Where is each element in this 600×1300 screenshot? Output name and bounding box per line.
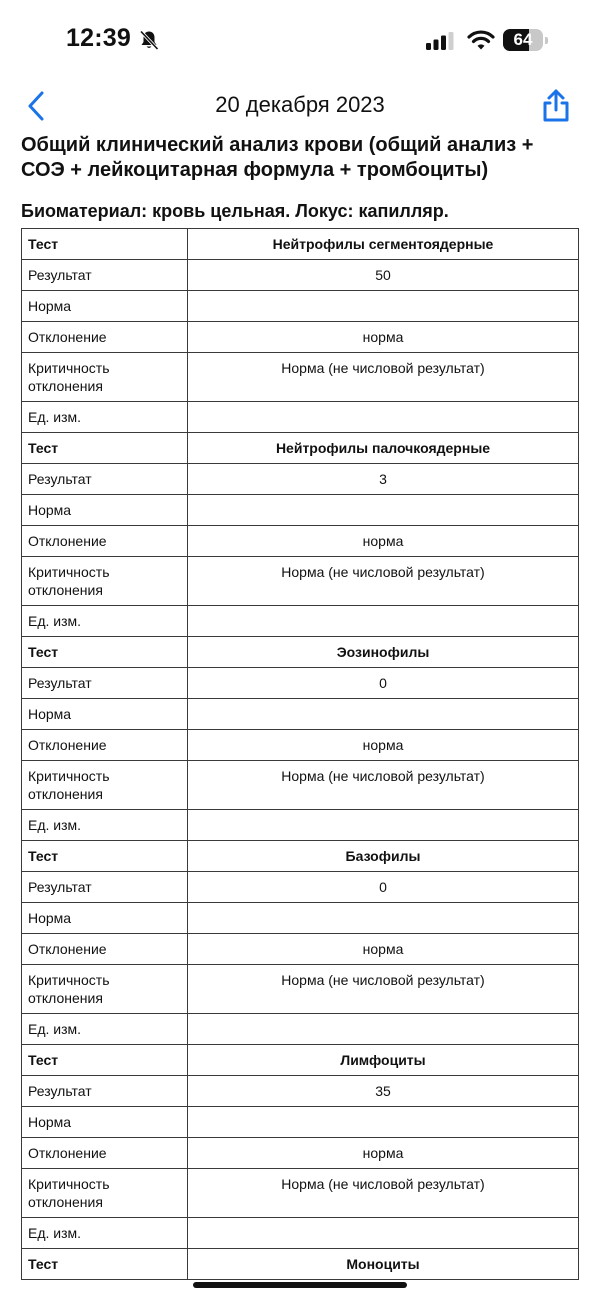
battery-tip [545, 37, 548, 44]
status-time: 12:39 [66, 24, 131, 52]
share-icon [538, 87, 574, 125]
page-title: 20 декабря 2023 [215, 92, 385, 117]
result-value: 3 [188, 464, 579, 495]
criticality-value: Норма (не числовой результат) [188, 761, 579, 810]
unit-label: Ед. изм. [22, 1218, 188, 1249]
result-value: 0 [188, 872, 579, 903]
norm-label: Норма [22, 903, 188, 934]
criticality-label: Критичность отклонения [22, 1169, 188, 1218]
unit-value [188, 1014, 579, 1045]
unit-label: Ед. изм. [22, 402, 188, 433]
unit-value [188, 1218, 579, 1249]
result-label: Результат [22, 668, 188, 699]
cellular-signal-icon [426, 31, 456, 51]
norm-row [22, 291, 579, 322]
deviation-value: норма [188, 1138, 579, 1169]
deviation-label: Отклонение [22, 1138, 188, 1169]
unit-value [188, 606, 579, 637]
deviation-label: Отклонение [22, 730, 188, 761]
test-name-label: Тест [22, 841, 188, 872]
deviation-value: норма [188, 934, 579, 965]
deviation-row [22, 526, 579, 557]
unit-label: Ед. изм. [22, 1014, 188, 1045]
norm-value [188, 495, 579, 526]
results-table [21, 228, 579, 1280]
deviation-value: норма [188, 730, 579, 761]
unit-label: Ед. изм. [22, 606, 188, 637]
share-button[interactable] [538, 87, 574, 125]
criticality-row [22, 1169, 579, 1218]
unit-value [188, 402, 579, 433]
battery-body [503, 29, 543, 51]
norm-value [188, 291, 579, 322]
test-name-value: Нейтрофилы сегментоядерные [188, 229, 579, 260]
test-name-label: Тест [22, 1045, 188, 1076]
criticality-value: Норма (не числовой результат) [188, 965, 579, 1014]
unit-row [22, 402, 579, 433]
unit-label: Ед. изм. [22, 810, 188, 841]
criticality-label: Критичность отклонения [22, 557, 188, 606]
result-value: 50 [188, 260, 579, 291]
norm-value [188, 1107, 579, 1138]
test-name-row [22, 1045, 579, 1076]
wifi-icon [467, 29, 495, 51]
unit-value [188, 810, 579, 841]
criticality-value: Норма (не числовой результат) [188, 353, 579, 402]
result-label: Результат [22, 260, 188, 291]
norm-row [22, 903, 579, 934]
test-name-label: Тест [22, 229, 188, 260]
result-label: Результат [22, 872, 188, 903]
battery-indicator [503, 29, 549, 51]
criticality-row [22, 353, 579, 402]
deviation-row [22, 934, 579, 965]
result-row [22, 260, 579, 291]
norm-label: Норма [22, 699, 188, 730]
norm-label: Норма [22, 291, 188, 322]
deviation-label: Отклонение [22, 934, 188, 965]
result-row [22, 872, 579, 903]
biomaterial-info: Биоматериал: кровь цельная. Локус: капилляр. [21, 201, 449, 221]
result-label: Результат [22, 464, 188, 495]
deviation-label: Отклонение [22, 322, 188, 353]
test-name-value: Моноциты [188, 1249, 579, 1280]
unit-row [22, 606, 579, 637]
criticality-label: Критичность отклонения [22, 761, 188, 810]
result-value: 0 [188, 668, 579, 699]
result-label: Результат [22, 1076, 188, 1107]
test-name-value: Нейтрофилы палочкоядерные [188, 433, 579, 464]
criticality-label: Критичность отклонения [22, 353, 188, 402]
test-name-label: Тест [22, 433, 188, 464]
norm-value [188, 903, 579, 934]
deviation-row [22, 730, 579, 761]
navigation-bar [0, 82, 600, 130]
criticality-value: Норма (не числовой результат) [188, 1169, 579, 1218]
test-name-value: Эозинофилы [188, 637, 579, 668]
deviation-label: Отклонение [22, 526, 188, 557]
test-name-row [22, 433, 579, 464]
norm-row [22, 1107, 579, 1138]
criticality-row [22, 557, 579, 606]
test-name-row [22, 1249, 579, 1280]
deviation-row [22, 322, 579, 353]
norm-row [22, 495, 579, 526]
result-row [22, 1076, 579, 1107]
unit-row [22, 810, 579, 841]
criticality-value: Норма (не числовой результат) [188, 557, 579, 606]
criticality-row [22, 965, 579, 1014]
result-row [22, 668, 579, 699]
document-title: Общий клинический анализ крови (общий анализ + СОЭ + лейкоцитарная формула + тромбоциты) [21, 134, 534, 181]
status-bar [0, 0, 600, 80]
norm-value [188, 699, 579, 730]
home-indicator[interactable] [193, 1282, 407, 1288]
deviation-value: норма [188, 322, 579, 353]
norm-label: Норма [22, 495, 188, 526]
test-name-label: Тест [22, 637, 188, 668]
criticality-row [22, 761, 579, 810]
norm-row [22, 699, 579, 730]
test-name-label: Тест [22, 1249, 188, 1280]
test-name-value: Лимфоциты [188, 1045, 579, 1076]
test-name-row [22, 841, 579, 872]
test-name-row [22, 229, 579, 260]
unit-row [22, 1218, 579, 1249]
deviation-value: норма [188, 526, 579, 557]
result-value: 35 [188, 1076, 579, 1107]
result-row [22, 464, 579, 495]
test-name-value: Базофилы [188, 841, 579, 872]
norm-label: Норма [22, 1107, 188, 1138]
criticality-label: Критичность отклонения [22, 965, 188, 1014]
deviation-row [22, 1138, 579, 1169]
unit-row [22, 1014, 579, 1045]
bell-slash-icon [138, 29, 160, 51]
battery-percent: 64 [513, 30, 533, 49]
test-name-row [22, 637, 579, 668]
